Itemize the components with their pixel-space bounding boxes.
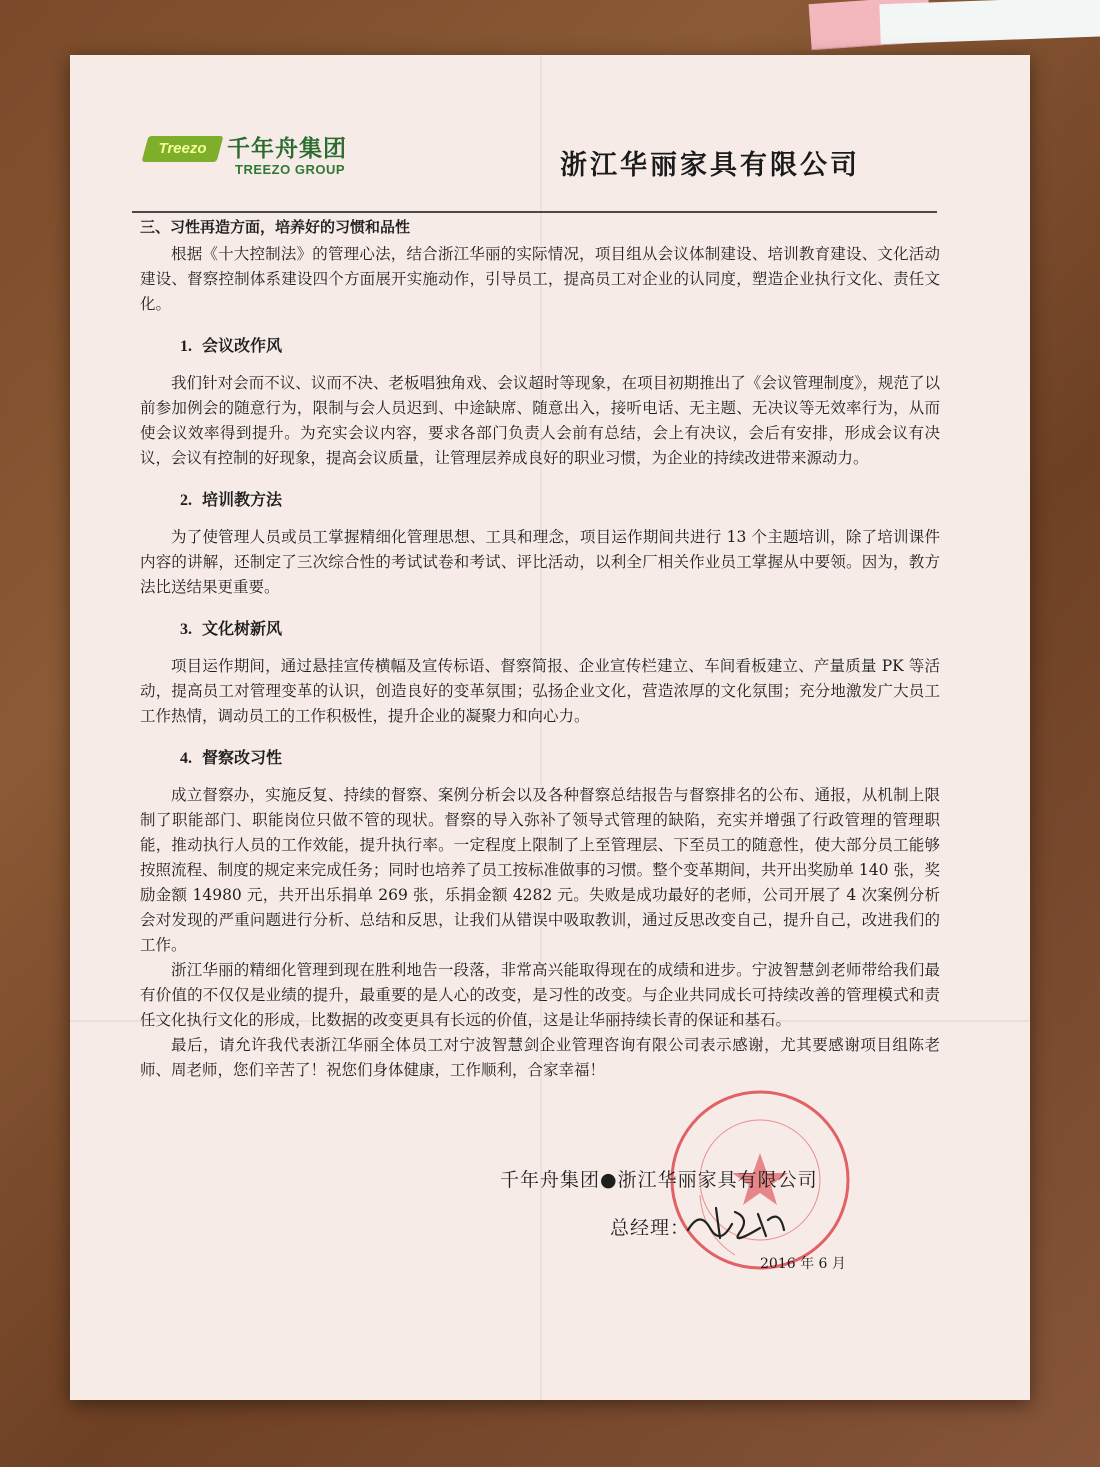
paragraph: 我们针对会而不议、议而不决、老板唱独角戏、会议超时等现象，在项目初期推出了《会议管理制度》，规范了以前参加例会的随意行为，限制与会人员迟到、中途缺席、随意出入，接听电话、无主题、无决议等无效率行为，从而使会议效率得到提升。为充实会议内容，要求各部门负责人会前有总结，会上有决议，会后有安排，形成会议有决议，会议有控制的好现象，提高会议质量，让管理层养成良好的职业习惯，为企业的持续改进带来源动力。	[140, 374, 940, 467]
item-inspection	[140, 745, 940, 1083]
letter-body	[140, 215, 940, 1083]
treezo-logo	[145, 130, 355, 178]
header-divider	[132, 211, 937, 213]
white-paper-strip	[879, 0, 1100, 44]
item-meeting	[140, 333, 940, 471]
subsection-title: 4. 督察改习性	[180, 748, 283, 767]
subsection-title: 3. 文化树新风	[180, 619, 283, 638]
signoff-line: 千年舟集团●浙江华丽家具有限公司	[500, 1169, 818, 1191]
item-training	[140, 487, 940, 600]
paragraph: 成立督察办，实施反复、持续的督察、案例分析会以及各种督察总结报告与督察排名的公布、通报，从机制上限制了职能部门、职能岗位只做不管的现状。督察的导入弥补了领导式管理的缺陷，充实并增强了行政管理的管理职能，推动执行人员的工作效能，提升执行率。一定程度上限制了上至管理层、下至员工的随意性，使大部分员工能够按照流程、制度的规定来完成任务；同时也培养了员工按标准做事的习惯。整个变革期间，共开出奖励单 140 张，奖励金额 14980 元，共开出乐捐单 269 张，乐捐金额 4282 元。失败是成功最好的老师，公司开展了 4 次案例分析会对发现的严重问题进行分析、总结和反思，让我们从错误中吸取教训，通过反思改变自己，提升自己，改进我们的工作。	[140, 786, 940, 954]
paragraph: 浙江华丽的精细化管理到现在胜利地告一段落，非常高兴能取得现在的成绩和进步。宁波智慧剑老师带给我们最有价值的不仅仅是业绩的提升，最重要的是人心的改变，是习性的改变。与企业共同成长可持续改善的管理模式和责任文化执行文化的形成，比数据的改变更具有长远的价值，这是让华丽持续长青的保证和基石。	[140, 961, 940, 1029]
general-manager-label: 总经理：	[610, 1217, 691, 1239]
subsection-title: 2. 培训教方法	[180, 490, 283, 509]
letter-paper	[70, 55, 1030, 1400]
handwritten-signature	[680, 1200, 790, 1245]
section-title: 三、习性再造方面，培养好的习惯和品性	[140, 218, 411, 236]
paragraph: 最后，请允许我代表浙江华丽全体员工对宁波智慧剑企业管理咨询有限公司表示感谢，尤其要感谢项目组陈老师、周老师，您们辛苦了！祝您们身体健康，工作顺利，合家幸福！	[140, 1036, 940, 1079]
logo-badge: Treezo	[142, 136, 224, 162]
paragraph: 项目运作期间，通过悬挂宣传横幅及宣传标语、督察简报、企业宣传栏建立、车间看板建立、产量质量 PK 等活动，提高员工对管理变革的认识，创造良好的变革氛围；弘扬企业文化，营造浓厚的文化氛围；充分地激发广大员工工作热情，调动员工的工作积极性，提升企业的凝聚力和向心力。	[140, 657, 940, 725]
logo-chinese-name: 千年舟集团	[227, 136, 347, 162]
letter-date: 2016 年 6 月	[760, 1256, 846, 1272]
item-culture	[140, 616, 940, 729]
company-title: 浙江华丽家具有限公司	[560, 150, 860, 181]
section-intro: 根据《十大控制法》的管理心法，结合浙江华丽的实际情况，项目组从会议体制建设、培训教育建设、文化活动建设、督察控制体系建设四个方面展开实施动作，引导员工，提高员工对企业的认同度，塑造企业执行文化、责任文化。	[140, 245, 940, 313]
subsection-title: 1. 会议改作风	[180, 336, 283, 355]
logo-english-name: TREEZO GROUP	[235, 162, 346, 177]
paragraph: 为了使管理人员或员工掌握精细化管理思想、工具和理念，项目运作期间共进行 13 个主题培训，除了培训课件内容的讲解，还制定了三次综合性的考试试卷和考试、评比活动，以利全厂相关作业员工掌握从中要领。因为，教方法比送结果更重要。	[140, 528, 940, 596]
